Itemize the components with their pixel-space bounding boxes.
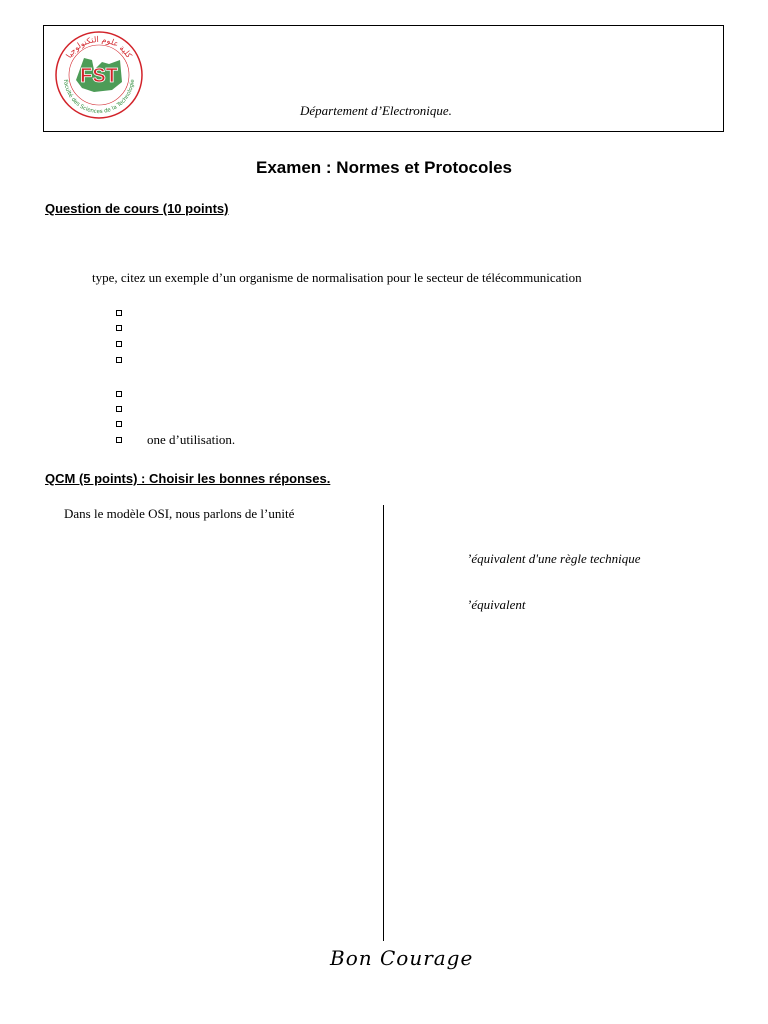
exam-title: Examen : Normes et Protocoles — [255, 158, 513, 177]
column-divider — [383, 505, 384, 941]
course-heading: Question de cours (10 points) — [45, 201, 229, 216]
list-bullet — [116, 406, 122, 412]
list-bullet — [116, 357, 122, 363]
svg-text:كلية علوم التكنولوجيا: كلية علوم التكنولوجيا — [64, 34, 134, 60]
list-item-text: one d’utilisation. — [147, 432, 236, 447]
qcm-heading: QCM (5 points) : Choisir les bonnes réponses. — [45, 471, 331, 486]
header-box — [43, 25, 724, 132]
qcm-answer-line-2: ’équivalent — [467, 597, 526, 612]
closing-note: Bon Courage — [330, 946, 474, 970]
svg-text:FST: FST — [80, 65, 118, 87]
qcm-question-left: Dans le modèle OSI, nous parlons de l’unité — [64, 506, 295, 521]
course-question-line: type, citez un exemple d’un organisme de normalisation pour le secteur de télécommunication — [92, 270, 582, 285]
list-bullet — [116, 325, 122, 331]
qcm-answer-line-1: ’équivalent d'une règle technique — [467, 551, 641, 566]
list-bullet — [116, 391, 122, 397]
faculty-logo — [54, 30, 144, 120]
list-bullet — [116, 437, 122, 443]
list-bullet — [116, 341, 122, 347]
department-label: Département d’Electronique. — [300, 103, 452, 118]
list-bullet — [116, 421, 122, 427]
list-bullet — [116, 310, 122, 316]
svg-text:Faculté des Sciences de la Tec: Faculté des Sciences de la Technologie — [62, 79, 137, 116]
